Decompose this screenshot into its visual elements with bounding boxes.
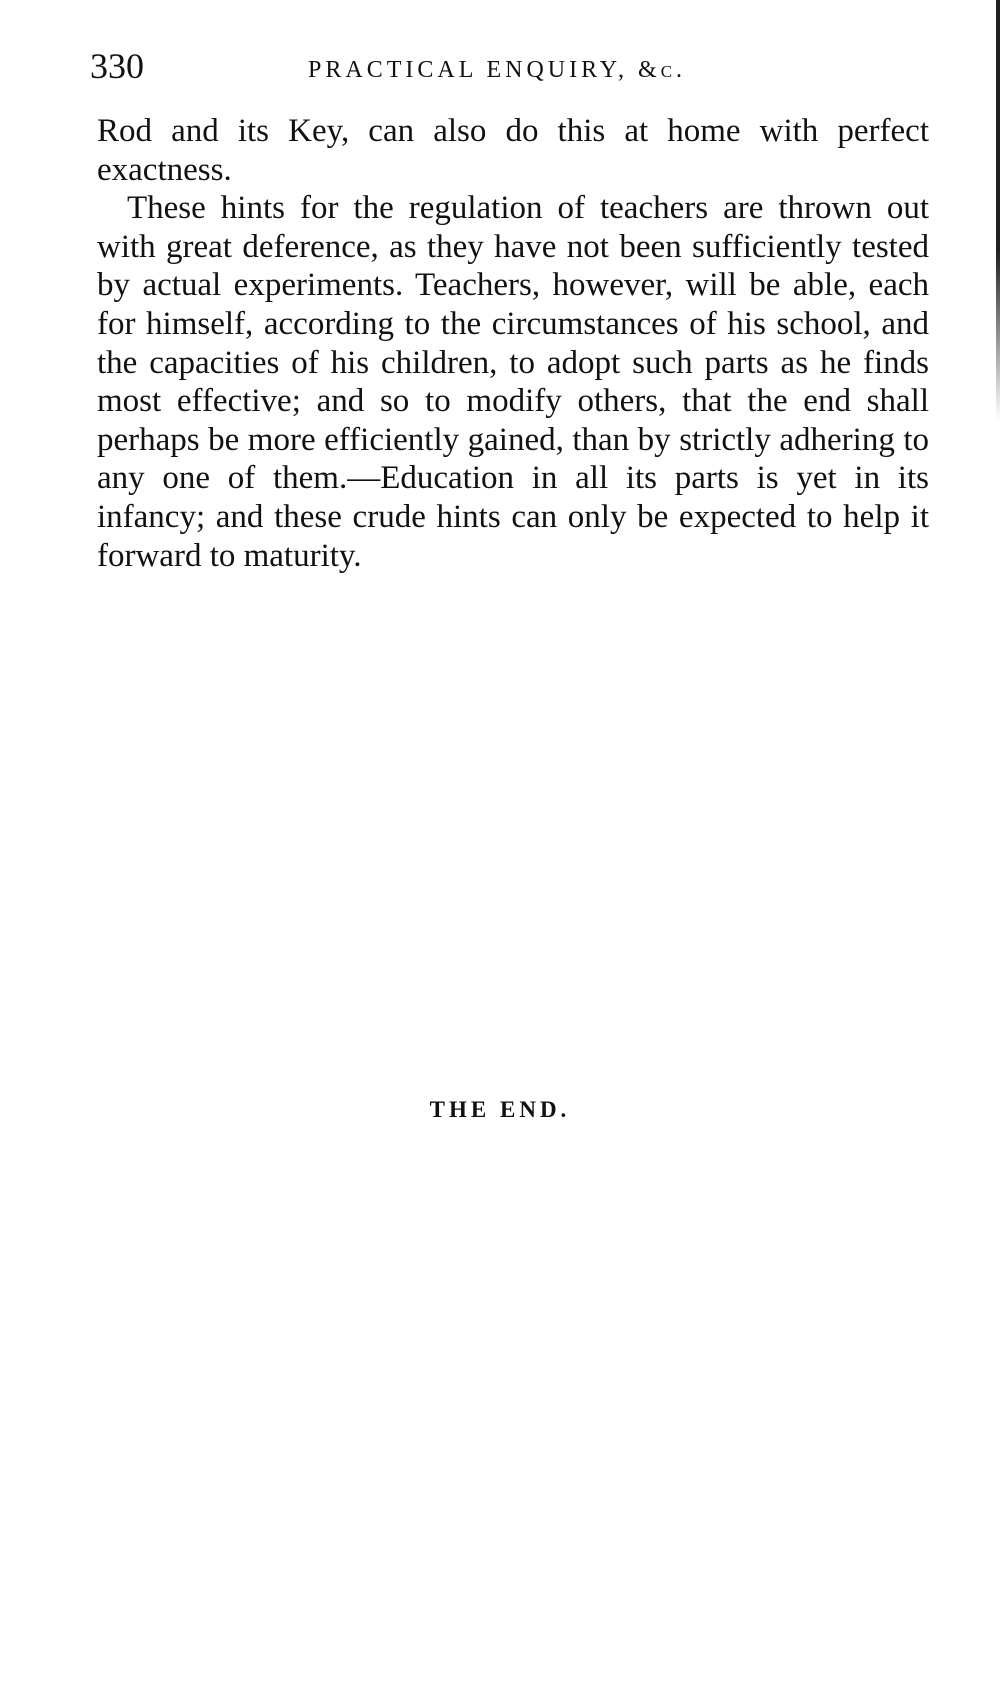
page-number: 330 xyxy=(90,46,144,86)
the-end-mark: THE END. xyxy=(429,1097,571,1122)
paragraph-teacher-hints: These hints for the regulation of teachers are thrown out with great deference, as they have not been sufficiently tested by actual experiments. Teachers, however, will be able, each for himself, according to the circumstances of his school, and the capacities of his children, to adopt such parts as he finds most effective; and so to modify others, that the end shall perhaps be more efficiently gained, than by strictly adhering to any one of them.—Education in all its parts is yet in its infancy; and these crude hints can only be expected to help it forward to maturity. xyxy=(97,190,929,574)
running-head: PRACTICAL ENQUIRY, &c. xyxy=(308,57,687,83)
page-edge-shadow xyxy=(996,0,1000,420)
paragraph-continuation: Rod and its Key, can also do this at home with perfect exactness. xyxy=(97,113,929,188)
body-text xyxy=(97,112,929,575)
